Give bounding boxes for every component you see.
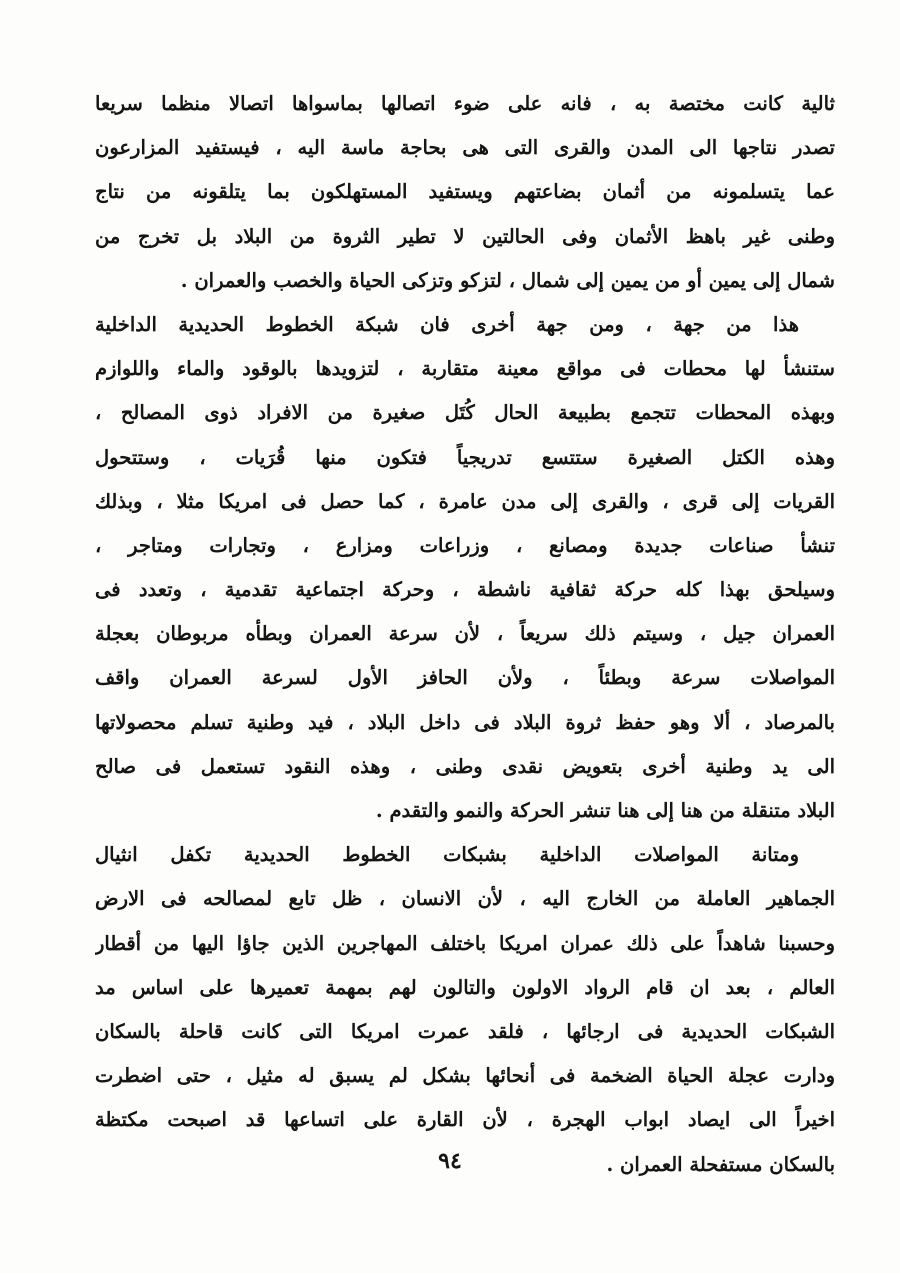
text-line: العمران جيل ، وسيتم ذلك سريعاً ، لأن سرعة العمران وبطأه مربوطان بعجلة bbox=[95, 622, 835, 646]
text-line: شمال إلى يمين أو من يمين إلى شمال ، لتزكو وتزكى الحياة والخصب والعمران . bbox=[180, 268, 835, 292]
text-line: ستنشأ لها محطات فى مواقع معينة متقاربة ، لتزويدها بالوقود والماء واللوازم bbox=[95, 357, 835, 381]
text-line: بالسكان مستفحلة العمران . bbox=[606, 1152, 835, 1176]
text-line: الى يد وطنية أخرى بتعويض نقدى وطنى ، وهذه النقود تستعمل فى صالح bbox=[95, 754, 835, 778]
text-line: ثالية كانت مختصة به ، فانه على ضوء اتصالها بماسواها اتصالا منظما سريعا bbox=[95, 92, 835, 115]
text-line: العالم ، بعد ان قام الرواد الاولون والتالون لهم بمهمة تعميرها على اساس مد bbox=[95, 975, 835, 999]
text-line: البلاد متنقلة من هنا إلى هنا تنشر الحركة والنمو والتقدم . bbox=[375, 799, 835, 822]
text-line: تصدر نتاجها الى المدن والقرى التى هى بحاجة ماسة اليه ، فيستفيد المزارعون bbox=[95, 136, 835, 160]
text-line: المواصلات سرعة وبطئاً ، ولأن الحافز الأول لسرعة العمران واقف bbox=[95, 666, 835, 690]
text-line: عما يتسلمونه من أثمان بضاعتهم ويستفيد المستهلكون بما يتلقونه من نتاج bbox=[95, 180, 835, 204]
text-line: الجماهير العاملة من الخارج اليه ، لأن الانسان ، ظل تابع لمصالحه فى الارض bbox=[95, 887, 835, 911]
text-line: ودارت عجلة الحياة الضخمة فى أنحائها بشكل لم يسبق له مثيل ، حتى اضطرت bbox=[95, 1064, 835, 1088]
paragraph-start-line: ومتانة المواصلات الداخلية بشبكات الخطوط الحديدية تكفل انثيال bbox=[95, 843, 799, 867]
text-line: وسيلحق بهذا كله حركة ثقافية ناشطة ، وحركة اجتماعية تقدمية ، وتعدد فى bbox=[95, 578, 835, 602]
page-number: ٩٤ bbox=[438, 1148, 462, 1174]
paragraph-start-line: هذا من جهة ، ومن جهة أخرى فان شبكة الخطوط الحديدية الداخلية bbox=[95, 312, 799, 336]
text-line: تنشأ صناعات جديدة ومصانع ، وزراعات ومزارع ، وتجارات ومتاجر ، bbox=[95, 533, 835, 557]
text-line: القريات إلى قرى ، والقرى إلى مدن عامرة ، كما حصل فى امريكا مثلا ، وبذلك bbox=[95, 489, 835, 513]
text-line: وطنى غير باهظ الأثمان وفى الحالتين لا تطير الثروة من البلاد بل تخرج من bbox=[95, 224, 835, 248]
text-line: بالمرصاد ، ألا وهو حفظ ثروة البلاد فى داخل البلاد ، فيد وطنية تسلم محصولاتها bbox=[95, 710, 835, 734]
text-line: وهذه الكتل الصغيرة ستتسع تدريجياً فتكون منها قُرَيات ، وستتحول bbox=[95, 445, 835, 469]
text-line: وبهذه المحطات تتجمع بطبيعة الحال كُتَل صغيرة من الافراد ذوى المصالح ، bbox=[95, 401, 835, 425]
text-line: الشبكات الحديدية فى ارجائها ، فلقد عمرت امريكا التى كانت قاحلة بالسكان bbox=[95, 1019, 835, 1043]
text-line: وحسبنا شاهداً على ذلك عمران امريكا باختلف المهاجرين الذين جاؤا اليها من أقطار bbox=[95, 931, 835, 955]
body-text bbox=[95, 82, 835, 1187]
text-line: اخيراً الى ايصاد ابواب الهجرة ، لأن القارة على اتساعها قد اصبحت مكتظة bbox=[95, 1108, 835, 1132]
